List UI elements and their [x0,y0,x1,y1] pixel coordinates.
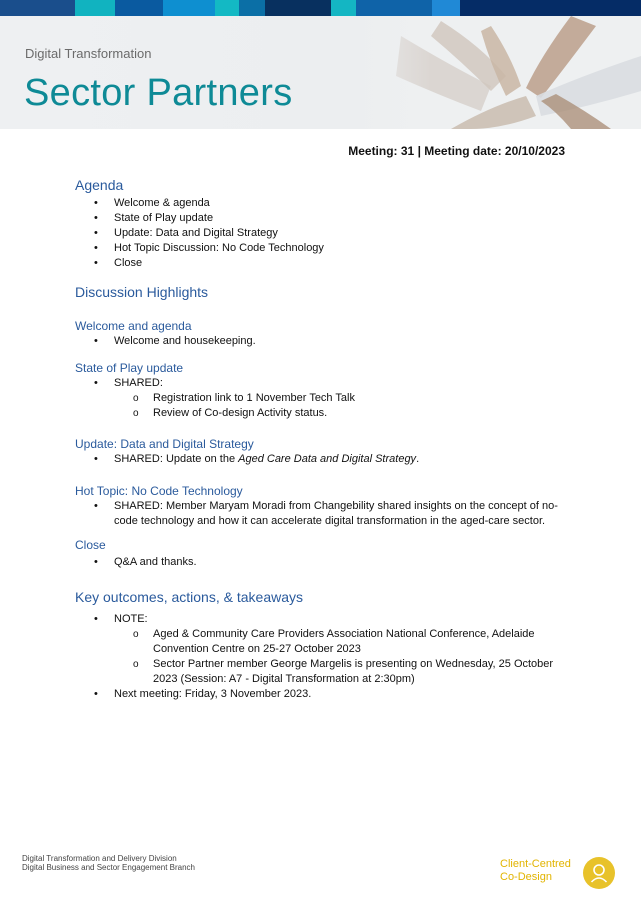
close-list [75,555,575,570]
state-of-play-list [75,376,575,421]
codesign-line-1: Client-Centred [500,858,571,870]
page-title: Sector Partners [24,72,293,114]
welcome-list [75,334,575,349]
header-banner [0,16,641,129]
list-item: • SHARED: [75,376,575,391]
list-item: • Next meeting: Friday, 3 November 2023. [75,687,575,702]
sub-list-item: o Review of Co-design Activity status. [75,406,575,421]
data-strategy-heading: Update: Data and Digital Strategy [75,437,254,451]
footer-org [22,854,195,872]
meeting-info: Meeting: 31 | Meeting date: 20/10/2023 [348,144,565,158]
data-strategy-list [75,452,575,467]
person-icon [583,857,615,889]
hot-topic-list [75,499,575,529]
strategy-title: Aged Care Data and Digital Strategy [238,453,417,465]
update-prefix: SHARED: Update on the [114,453,239,465]
outcomes-list [75,612,575,702]
sub-list-item: o Sector Partner member George Margelis is presenting on Wednesday, 25 October 2023 (Session: A7 - Digital Transformation at 2:30pm) [75,657,575,687]
branch-name: Digital Business and Sector Engagement Branch [22,863,195,872]
sub-list-item: o Aged & Community Care Providers Association National Conference, Adelaide Convention Centre on 25-27 October 2023 [75,627,575,657]
welcome-heading: Welcome and agenda [75,319,192,333]
list-item: • Close [75,256,575,271]
state-of-play-heading: State of Play update [75,361,184,375]
list-item: • Update: Data and Digital Strategy [75,226,575,241]
agenda-list [75,196,575,271]
hot-topic-heading: Hot Topic: No Code Technology [75,484,243,498]
list-item: • Welcome & agenda [75,196,575,211]
division-name: Digital Transformation and Delivery Division [22,854,177,863]
hands-together-image [341,16,641,129]
discussion-heading: Discussion Highlights [75,284,209,300]
list-item: • Q&A and thanks. [75,555,575,570]
list-item [75,452,575,467]
outcomes-heading: Key outcomes, actions, & takeaways [75,589,303,605]
list-item: • SHARED: Member Maryam Moradi from Changebility shared insights on the concept of no-code technology and how it can accelerate digital transformation in the aged-care sector. [75,499,575,529]
sub-list-item: o Registration link to 1 November Tech Talk [75,391,575,406]
codesign-line-2: Co-Design [500,871,552,883]
codesign-badge [583,857,615,889]
list-item: • Welcome and housekeeping. [75,334,575,349]
list-item: • Hot Topic Discussion: No Code Technology [75,241,575,256]
codesign-label [500,858,571,884]
list-item: • NOTE: [75,612,575,627]
list-item: • State of Play update [75,211,575,226]
agenda-heading: Agenda [75,177,124,193]
header-color-stripe [0,0,641,16]
close-heading: Close [75,538,106,552]
update-suffix: . [416,453,420,465]
department-label: Digital Transformation [25,46,152,61]
document-body [75,176,575,702]
